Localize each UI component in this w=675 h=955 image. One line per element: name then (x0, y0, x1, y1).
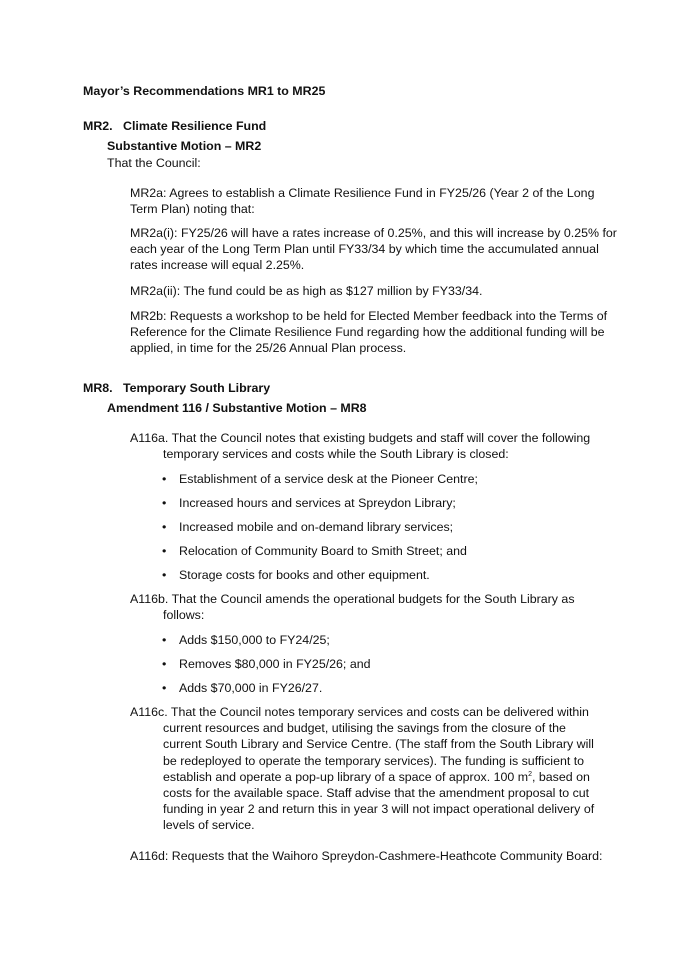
text-line: MR2a(ii): The fund could be as high as $127 million by FY33/34. (130, 284, 483, 298)
document-title: Mayor’s Recommendations MR1 to MR25 (83, 84, 326, 98)
text-segment: , based on (531, 769, 590, 784)
list-item-text: Relocation of Community Board to Smith Street; and (179, 544, 467, 558)
paragraph-a116b (130, 591, 625, 623)
text-line: Term Plan) noting that: (130, 202, 255, 217)
text-line: follows: (163, 608, 205, 623)
text-line: MR2a(i): FY25/26 will have a rates increase of 0.25%, and this will increase by 0.25% for (130, 226, 617, 240)
text-line: A116b. That the Council amends the operational budgets for the South Library as (130, 592, 575, 606)
text-line: applied, in time for the 25/26 Annual Plan process. (130, 341, 407, 356)
text-line: A116a. That the Council notes that existing budgets and staff will cover the following (130, 431, 591, 445)
text-line: A116c. That the Council notes temporary services and costs can be delivered within (130, 705, 589, 719)
text-line: costs for the available space. Staff advise that the amendment proposal to cut (163, 786, 590, 801)
section-title: Climate Resilience Fund (123, 119, 267, 133)
motion-intro: That the Council: (107, 156, 201, 170)
bullet-icon: • (162, 496, 167, 510)
paragraph-mr2b (130, 308, 630, 357)
list-item-text: Adds $70,000 in FY26/27. (179, 681, 323, 695)
text-line: current resources and budget, utilising the savings from the closure of the (163, 721, 566, 736)
text-line (130, 769, 625, 785)
text-line: each year of the Long Term Plan until FY33/34 by which time the accumulated annual (130, 242, 599, 257)
motion-heading-mr8: Amendment 116 / Substantive Motion – MR8 (107, 401, 367, 415)
bullet-icon: • (162, 472, 167, 486)
section-number: MR8. (83, 381, 113, 395)
list-item-text: Increased mobile and on-demand library services; (179, 520, 454, 534)
bullet-icon: • (162, 544, 167, 558)
paragraph-a116d: A116d: Requests that the Waihoro Spreydon-Cashmere-Heathcote Community Board: (130, 849, 603, 863)
list-item-text: Adds $150,000 to FY24/25; (179, 633, 330, 647)
paragraph-mr2a (130, 185, 630, 217)
bullet-icon: • (162, 568, 167, 582)
text-line: funding in year 2 and return this in year 3 will not impact operational delivery of (163, 802, 595, 817)
text-line: MR2a: Agrees to establish a Climate Resilience Fund in FY25/26 (Year 2 of the Long (130, 186, 595, 200)
paragraph-a116a (130, 430, 625, 462)
bullet-icon: • (162, 520, 167, 534)
list-item-text: Establishment of a service desk at the Pioneer Centre; (179, 472, 478, 486)
bullet-icon: • (162, 657, 167, 671)
text-line: MR2b: Requests a workshop to be held for Elected Member feedback into the Terms of (130, 309, 608, 323)
list-item-text: Storage costs for books and other equipment. (179, 568, 430, 582)
text-segment: establish and operate a pop-up library of a space of approx. 100 m (163, 769, 529, 784)
list-item-text: Removes $80,000 in FY25/26; and (179, 657, 371, 671)
text-line: temporary services and costs while the South Library is closed: (163, 447, 509, 462)
list-item-text: Increased hours and services at Spreydon Library; (179, 496, 456, 510)
text-line: levels of service. (163, 818, 255, 833)
section-number: MR2. (83, 119, 113, 133)
paragraph-mr2a-ii (130, 283, 630, 299)
section-heading-mr2 (83, 118, 266, 134)
text-line: current South Library and Service Centre. (The staff from the South Library will (163, 737, 594, 752)
section-heading-mr8 (83, 380, 270, 396)
text-line: Reference for the Climate Resilience Fund regarding how the additional funding will be (130, 325, 605, 340)
motion-heading-mr2: Substantive Motion – MR2 (107, 139, 262, 153)
section-title: Temporary South Library (123, 381, 271, 395)
text-line: rates increase will equal 2.25%. (130, 258, 305, 273)
bullet-icon: • (162, 633, 167, 647)
bullet-icon: • (162, 681, 167, 695)
text-line: be redeployed to operate the temporary services). The funding is sufficient to (163, 753, 585, 768)
paragraph-a116c (130, 704, 625, 834)
superscript: 2 (528, 770, 532, 778)
paragraph-mr2a-i (130, 225, 630, 274)
